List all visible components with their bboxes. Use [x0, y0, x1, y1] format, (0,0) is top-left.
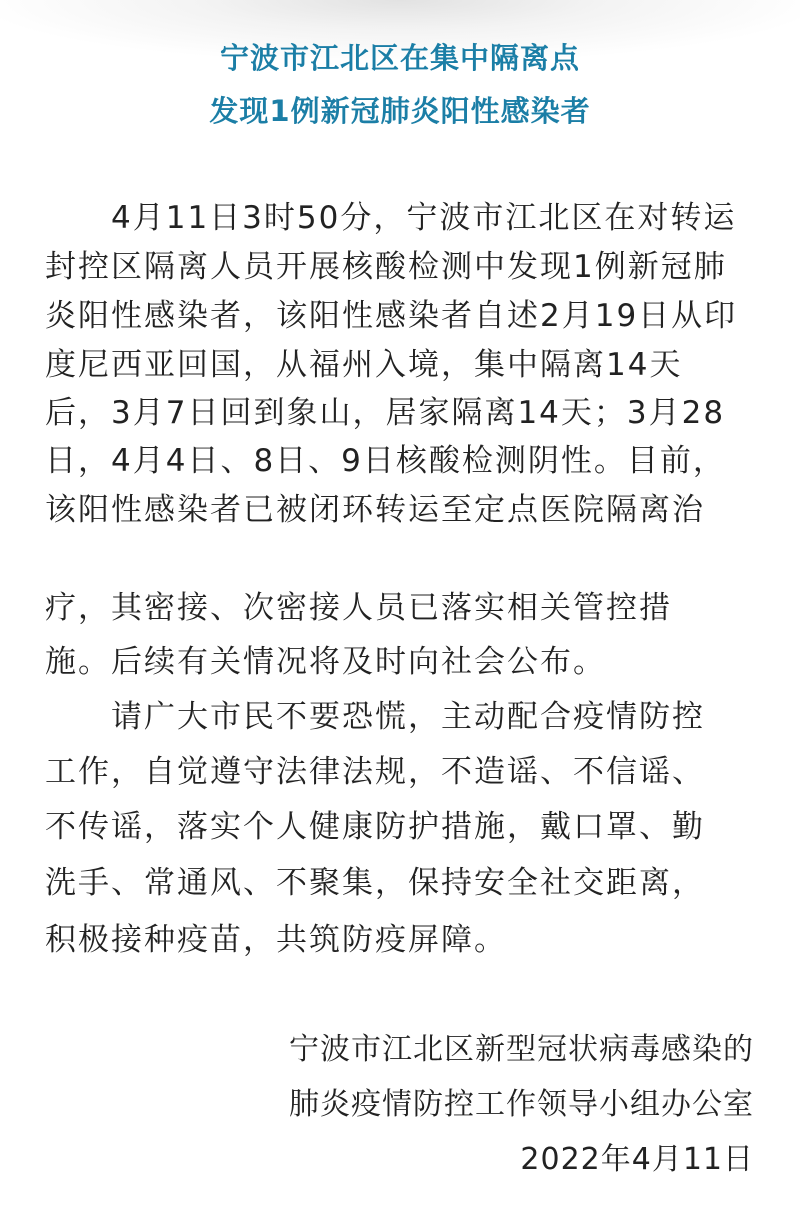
body-line: 不传谣，落实个人健康防护措施，戴口罩、勤	[45, 809, 705, 845]
body-line: 积极接种疫苗，共筑防疫屏障。	[45, 922, 507, 958]
body-line: 炎阳性感染者，该阳性感染者自述2月19日从印	[45, 298, 738, 334]
body-line: 该阳性感染者已被闭环转运至定点医院隔离治	[45, 492, 705, 528]
body-line: 工作，自觉遵守法律法规，不造谣、不信谣、	[45, 754, 705, 790]
body-line: 4月11日3时50分，宁波市江北区在对转运	[45, 200, 737, 236]
body-line: 洗手、常通风、不聚集，保持安全社交距离，	[45, 865, 705, 901]
signature-org-line-1: 宁波市江北区新型冠状病毒感染的	[289, 1032, 754, 1067]
body-line: 请广大市民不要恐慌，主动配合疫情防控	[45, 699, 705, 735]
signature-date: 2022年4月11日	[520, 1142, 754, 1177]
body-line: 施。后续有关情况将及时向社会公布。	[45, 644, 606, 680]
title-line-2: 发现1例新冠肺炎阳性感染者	[209, 94, 591, 128]
body-line: 封控区隔离人员开展核酸检测中发现1例新冠肺	[45, 249, 727, 285]
title-line-1: 宁波市江北区在集中隔离点	[219, 41, 580, 75]
body-line: 疗，其密接、次密接人员已落实相关管控措	[45, 590, 672, 626]
signature-org-line-2: 肺炎疫情防控工作领导小组办公室	[289, 1087, 754, 1122]
body-line: 日，4月4日、8日、9日核酸检测阴性。目前，	[45, 443, 726, 479]
body-line: 后，3月7日回到象山，居家隔离14天；3月28	[45, 395, 726, 431]
body-line: 度尼西亚回国，从福州入境，集中隔离14天	[45, 347, 683, 383]
